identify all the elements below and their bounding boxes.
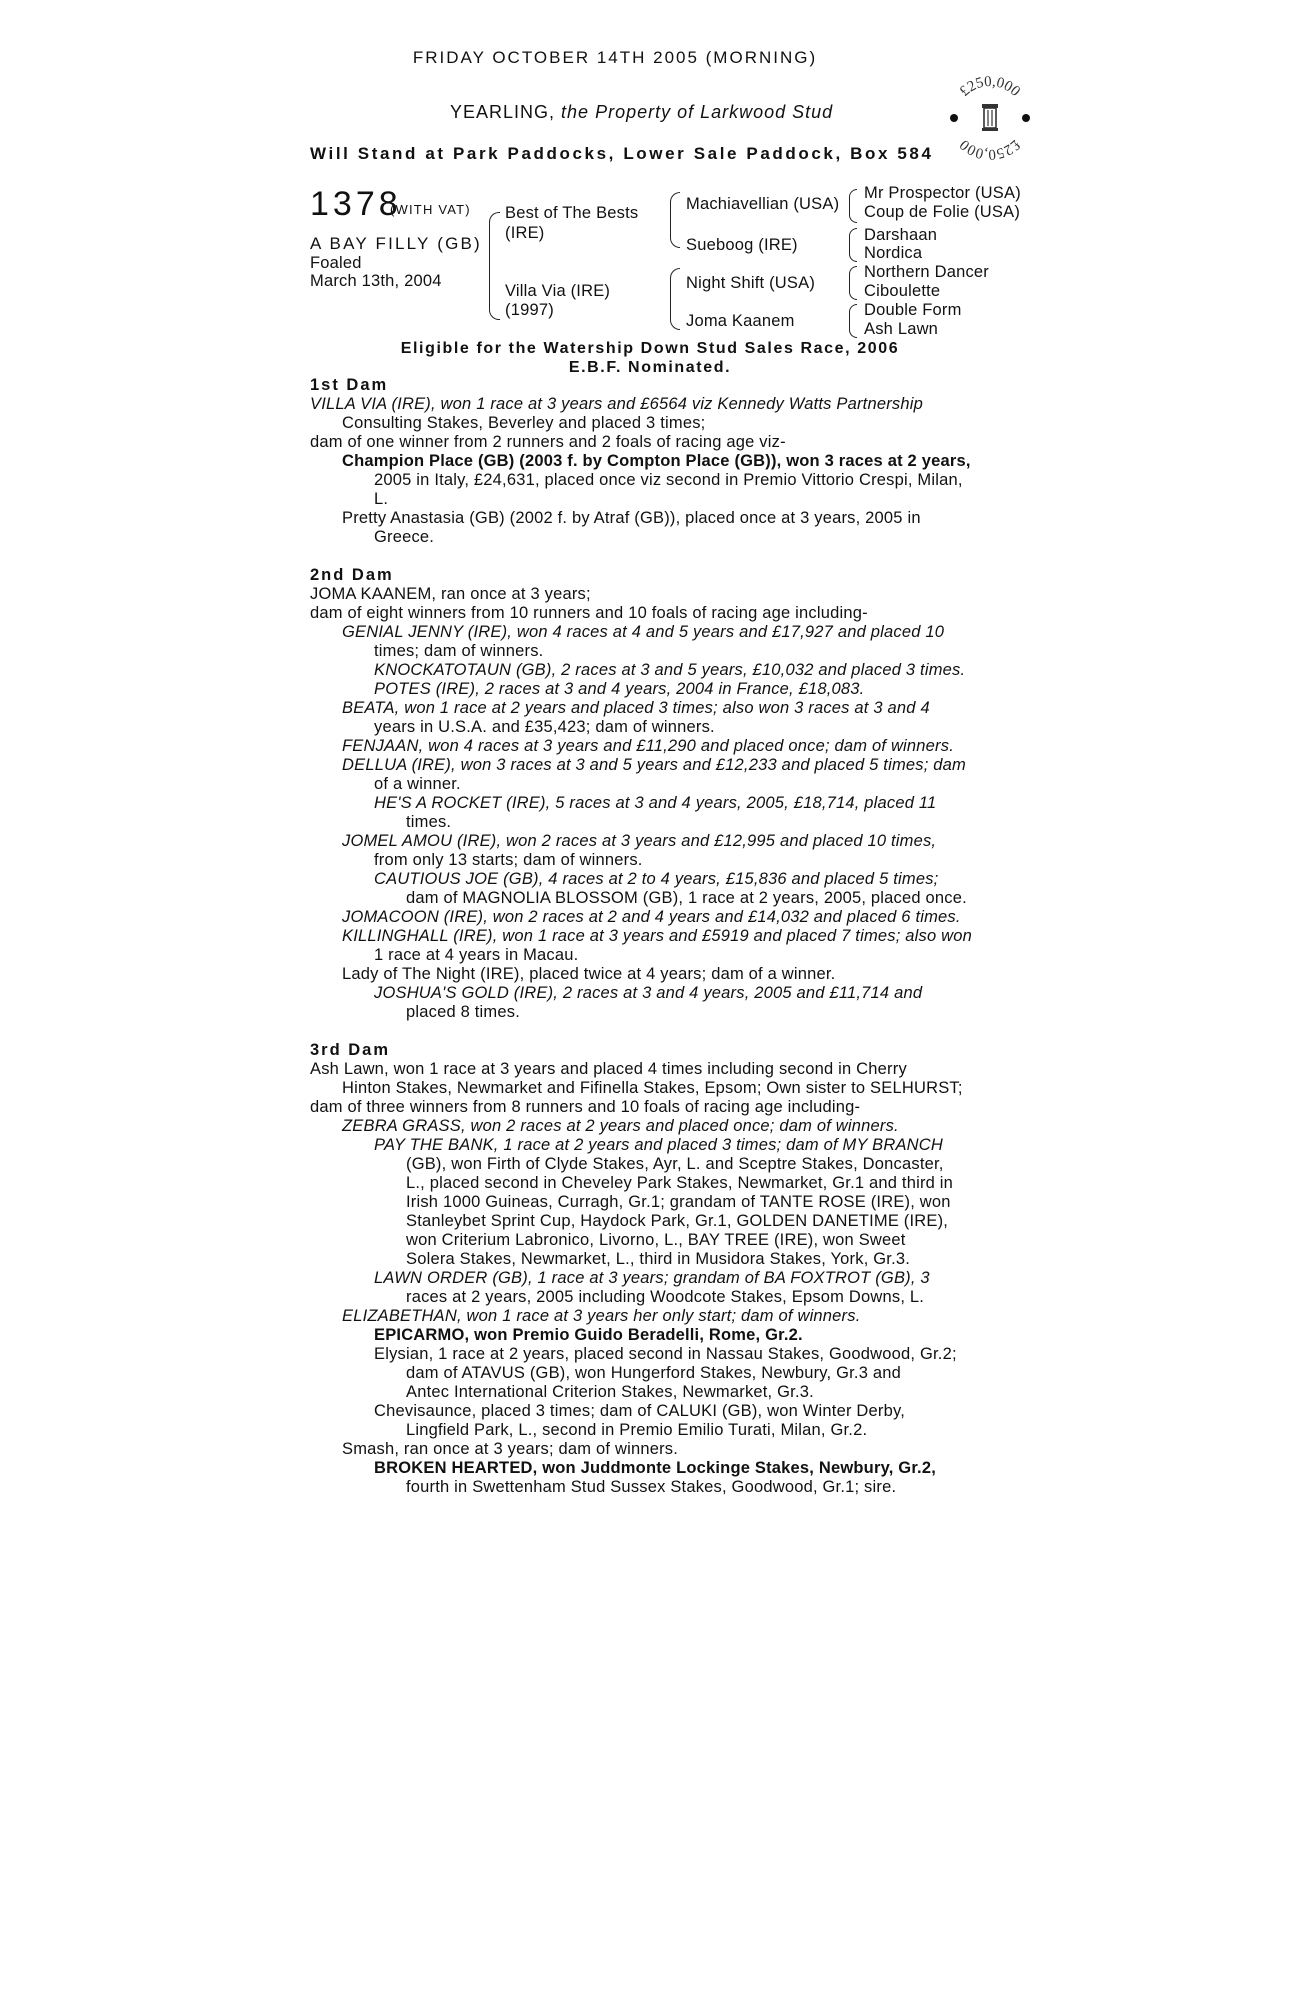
second-dam-line: POTES (IRE), 2 races at 3 and 4 years, 2004 in France, £18,083. [374,680,865,698]
first-dam-line: Champion Place (GB) (2003 f. by Compton Place (GB)), won 3 races at 2 years, [342,452,971,470]
location-line: Will Stand at Park Paddocks, Lower Sale Paddock, Box 584 [310,144,934,163]
third-dam-line: dam of three winners from 8 runners and 10 foals of racing age including- [310,1098,861,1116]
pedigree-bracket-sire [670,192,680,248]
third-dam-line: fourth in Swettenham Stud Sussex Stakes, Goodwood, Gr.1; sire. [406,1478,897,1496]
third-dam-line: Elysian, 1 race at 2 years, placed second in Nassau Stakes, Goodwood, Gr.2; [374,1345,957,1363]
third-dam-line: Lingfield Park, L., second in Premio Emilio Turati, Milan, Gr.2. [406,1421,868,1439]
second-dam-line: times. [406,813,452,831]
third-dam-line: races at 2 years, 2005 including Woodcote Stakes, Epsom Downs, L. [406,1288,925,1306]
third-dam-line: ELIZABETHAN, won 1 race at 3 years her only start; dam of winners. [342,1307,861,1325]
eligibility-race: Eligible for the Watership Down Stud Sales Race, 2006 [400,340,900,357]
pedigree-g2-2: Sueboog (IRE) [686,236,798,254]
second-dam-heading: 2nd Dam [310,566,394,584]
first-dam-line: dam of one winner from 2 runners and 2 foals of racing age viz- [310,433,786,451]
second-dam-line: BEATA, won 1 race at 2 years and placed 3 times; also won 3 races at 3 and 4 [342,699,930,717]
pedigree-g3-5: Northern Dancer [864,263,989,281]
second-dam-line: KILLINGHALL (IRE), won 1 race at 3 years and £5919 and placed 7 times; also won [342,927,973,945]
foaled-label: Foaled [310,254,362,272]
second-dam-line: Lady of The Night (IRE), placed twice at 4 years; dam of a winner. [342,965,836,983]
third-dam-line: Solera Stakes, Newmarket, L., third in Musidora Stakes, York, Gr.3. [406,1250,911,1268]
pedigree-bracket-g3-1 [849,189,857,223]
third-dam-line: Irish 1000 Guineas, Curragh, Gr.1; grandam of TANTE ROSE (IRE), won [406,1193,951,1211]
dam-name: Villa Via (IRE) [505,282,611,300]
yearling-prefix: YEARLING, [450,102,556,122]
third-dam-line: Stanleybet Sprint Cup, Haydock Park, Gr.1, GOLDEN DANETIME (IRE), [406,1212,949,1230]
yearling-owner: the Property of Larkwood Stud [561,102,834,122]
third-dam-line: won Criterium Labronico, Livorno, L., BAY TREE (IRE), won Sweet [406,1231,906,1249]
pedigree-g2-1: Machiavellian (USA) [686,195,840,213]
first-dam-heading: 1st Dam [310,376,389,394]
third-dam-heading: 3rd Dam [310,1041,391,1059]
first-dam-line: Pretty Anastasia (GB) (2002 f. by Atraf (GB)), placed once at 3 years, 2005 in [342,509,921,527]
first-dam-line: Greece. [374,528,435,546]
third-dam-line: Ash Lawn, won 1 race at 3 years and placed 4 times including second in Cherry [310,1060,907,1078]
svg-text:£250,000 [957,74,1023,100]
pedigree-g3-8: Ash Lawn [864,320,939,338]
third-dam-line: Hinton Stakes, Newmarket and Fifinella Stakes, Epsom; Own sister to SELHURST; [342,1079,963,1097]
seal-text-top: £250,000 [956,73,1024,100]
pedigree-g3-7: Double Form [864,301,962,319]
third-dam-line: PAY THE BANK, 1 race at 2 years and placed 3 times; dam of MY BRANCH [374,1136,944,1154]
pedigree-bracket-dam [670,268,680,330]
third-dam-line: Antec International Criterion Stakes, Newmarket, Gr.3. [406,1383,814,1401]
sale-date: FRIDAY OCTOBER 14TH 2005 (MORNING) [412,48,818,67]
second-dam-line: JOSHUA'S GOLD (IRE), 2 races at 3 and 4 years, 2005 and £11,714 and [374,984,923,1002]
second-dam-line: placed 8 times. [406,1003,520,1021]
third-dam-line: BROKEN HEARTED, won Juddmonte Lockinge Stakes, Newbury, Gr.2, [374,1459,936,1477]
pedigree-g3-2: Coup de Folie (USA) [864,203,1021,221]
dam-year: (1997) [505,301,554,319]
second-dam-line: HE'S A ROCKET (IRE), 5 races at 3 and 4 years, 2005, £18,714, placed 11 [374,794,937,812]
second-dam-line: FENJAAN, won 4 races at 3 years and £11,290 and placed once; dam of winners. [342,737,954,755]
pedigree-g2-4: Joma Kaanem [686,312,795,330]
pedigree-g3-1: Mr Prospector (USA) [864,184,1021,202]
sire-suffix: (IRE) [505,224,545,242]
first-dam-line: L. [374,490,389,508]
third-dam-line: Chevisaunce, placed 3 times; dam of CALUKI (GB), won Winter Derby, [374,1402,906,1420]
second-dam-line: dam of eight winners from 10 runners and 10 foals of racing age including- [310,604,868,622]
second-dam-line: JOMA KAANEM, ran once at 3 years; [310,585,591,603]
pedigree-bracket-g3-3 [849,266,857,300]
pedigree-bracket-gen1 [489,212,500,320]
second-dam-line: KNOCKATOTAUN (GB), 2 races at 3 and 5 years, £10,032 and placed 3 times. [374,661,966,679]
third-dam-line: (GB), won Firth of Clyde Stakes, Ayr, L. and Sceptre Stakes, Doncaster, [406,1155,944,1173]
first-dam-line: 2005 in Italy, £24,631, placed once viz second in Premio Vittorio Crespi, Milan, [374,471,963,489]
second-dam-line: 1 race at 4 years in Macau. [374,946,579,964]
second-dam-line: CAUTIOUS JOE (GB), 4 races at 2 to 4 years, £15,836 and placed 5 times; [374,870,939,888]
second-dam-line: JOMEL AMOU (IRE), won 2 races at 3 years and £12,995 and placed 10 times, [342,832,937,850]
third-dam-line: EPICARMO, won Premio Guido Beradelli, Rome, Gr.2. [374,1326,803,1344]
pedigree-g3-6: Ciboulette [864,282,941,300]
yearling-owner-line [450,103,833,122]
lot-description: A BAY FILLY (GB) [310,234,482,253]
second-dam-line: of a winner. [374,775,461,793]
third-dam-line: L., placed second in Cheveley Park Stakes, Newmarket, Gr.1 and third in [406,1174,954,1192]
sire-name: Best of The Bests [505,204,639,222]
ebf-nominated: E.B.F. Nominated. [568,359,732,376]
pedigree-g3-3: Darshaan [864,226,938,244]
second-dam-line: from only 13 starts; dam of winners. [374,851,643,869]
pedigree-g2-3: Night Shift (USA) [686,274,816,292]
seal-text-bottom: £250,000 [956,136,1024,163]
third-dam-line: ZEBRA GRASS, won 2 races at 2 years and placed once; dam of winners. [342,1117,899,1135]
third-dam-line: Smash, ran once at 3 years; dam of winners. [342,1440,679,1458]
third-dam-line: LAWN ORDER (GB), 1 race at 3 years; grandam of BA FOXTROT (GB), 3 [374,1269,930,1287]
svg-text:£250,000 [957,136,1023,162]
first-dam-line: Consulting Stakes, Beverley and placed 3 times; [342,414,706,432]
first-dam-line: VILLA VIA (IRE), won 1 race at 3 years and £6564 viz Kennedy Watts Partnership [310,395,923,413]
second-dam-line: JOMACOON (IRE), won 2 races at 2 and 4 years and £14,032 and placed 6 times. [342,908,961,926]
second-dam-line: GENIAL JENNY (IRE), won 4 races at 4 and 5 years and £17,927 and placed 10 [342,623,945,641]
pedigree-bracket-g3-2 [849,228,857,262]
second-dam-line: dam of MAGNOLIA BLOSSOM (GB), 1 race at 2 years, 2005, placed once. [406,889,967,907]
second-dam-line: DELLUA (IRE), won 3 races at 3 and 5 years and £12,233 and placed 5 times; dam [342,756,966,774]
third-dam-line: dam of ATAVUS (GB), won Hungerford Stakes, Newbury, Gr.3 and [406,1364,901,1382]
pedigree-bracket-g3-4 [849,304,857,338]
pedigree-g3-4: Nordica [864,244,923,262]
price-seal-icon [942,70,1038,166]
lot-number: 1378 [310,185,402,223]
second-dam-line: years in U.S.A. and £35,423; dam of winners. [374,718,715,736]
vat-note: (WITH VAT) [390,202,471,217]
foaled-date: March 13th, 2004 [310,272,442,290]
second-dam-line: times; dam of winners. [374,642,544,660]
